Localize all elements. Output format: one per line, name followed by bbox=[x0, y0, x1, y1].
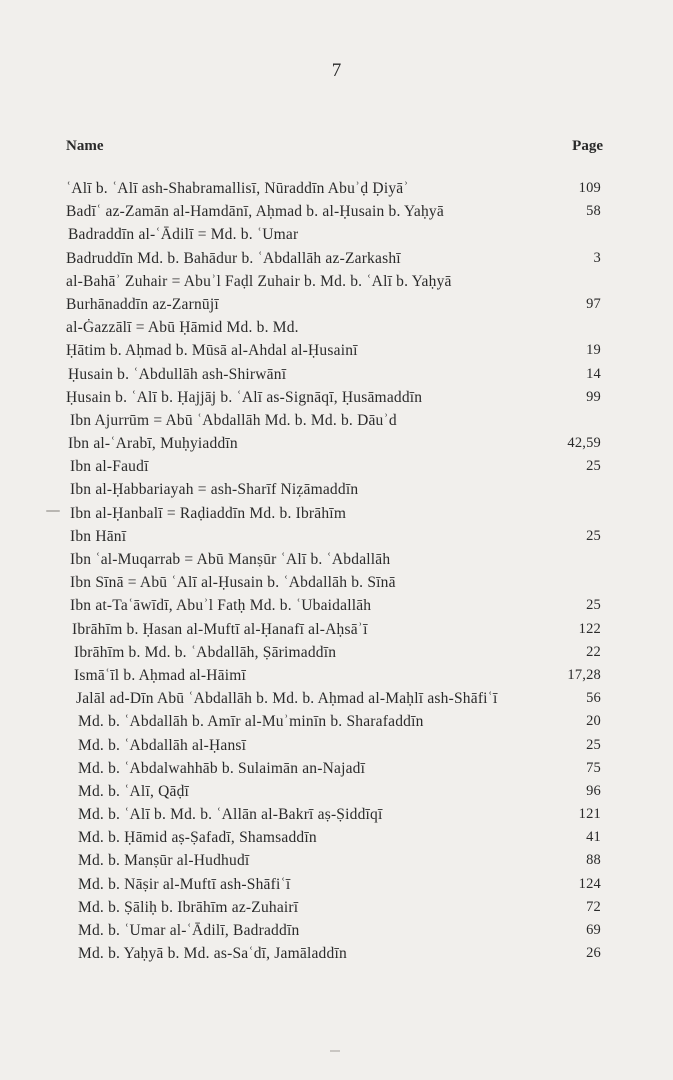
entry-page: 42,59 bbox=[567, 435, 601, 452]
index-entry bbox=[0, 319, 673, 342]
index-entry bbox=[0, 852, 673, 875]
index-entry bbox=[0, 296, 673, 319]
entry-name: Md. b. ʿAlī, Qāḍī bbox=[78, 782, 190, 800]
entry-page: 72 bbox=[586, 898, 601, 915]
entry-name: Burhānaddīn az-Zarnūjī bbox=[66, 295, 219, 313]
index-entry bbox=[0, 435, 673, 458]
entry-name: Ibn al-Faudī bbox=[70, 458, 149, 476]
entry-page: 121 bbox=[578, 806, 601, 823]
entry-name: Md. b. ʿUmar al-ʿĀdilī, Badraddīn bbox=[78, 922, 300, 939]
entry-name: Md. b. ʿAbdalwahhāb b. Sulaimān an-Najadī bbox=[78, 759, 366, 777]
entry-page: 25 bbox=[586, 736, 601, 753]
entry-page: 88 bbox=[586, 852, 601, 869]
entry-name: ʿAlī b. ʿAlī ash-Shabramallisī, Nūraddīn Abuʾḍ Ḍiyāʾ bbox=[66, 180, 409, 197]
page-number: 7 bbox=[331, 60, 342, 81]
index-entry bbox=[0, 737, 673, 760]
entry-name: Badīʿ az-Zamān al-Hamdānī, Aḥmad b. al-Ḥusain b. Yaḥyā bbox=[66, 203, 444, 221]
entry-name: Ibn at-Taʿāwīdī, Abuʾl Fatḥ Md. b. ʿUbaidallāh bbox=[70, 597, 372, 615]
entry-page: 99 bbox=[586, 388, 601, 405]
index-entry bbox=[0, 551, 673, 574]
index-entry bbox=[0, 528, 673, 551]
entry-page: 75 bbox=[586, 759, 601, 776]
entry-page: 14 bbox=[586, 365, 601, 382]
entry-page: 96 bbox=[586, 782, 601, 799]
entry-name: Ḥusain b. ʿAbdullāh ash-Shirwānī bbox=[68, 365, 287, 383]
entry-name: Md. b. Ṣāliḥ b. Ibrāhīm az-Zuhairī bbox=[78, 898, 299, 916]
index-entry bbox=[0, 667, 673, 690]
entry-name: Badraddīn al-ʿĀdilī = Md. b. ʿUmar bbox=[68, 226, 299, 244]
index-entry bbox=[0, 574, 673, 597]
entry-name: Md. b. ʿAbdallāh al-Ḥansī bbox=[78, 736, 247, 754]
entry-name: Badruddīn Md. b. Bahādur b. ʿAbdallāh az-Zarkashī bbox=[66, 249, 401, 267]
entry-page: 69 bbox=[586, 922, 601, 938]
index-entry bbox=[0, 644, 673, 667]
entry-name: Ibn Ajurrūm = Abū ʿAbdallāh Md. b. Md. b. Dāuʾd bbox=[70, 411, 397, 429]
entry-page: 22 bbox=[586, 643, 601, 660]
index-entry bbox=[0, 829, 673, 852]
index-entry bbox=[0, 203, 673, 226]
index-entry bbox=[0, 366, 673, 389]
entry-name: Md. b. Nāṣir al-Muftī ash-Shāfiʿī bbox=[78, 875, 291, 893]
index-entry bbox=[0, 621, 673, 644]
index-entry bbox=[0, 690, 673, 713]
entry-name: Ibn ʿal-Muqarrab = Abū Manṣūr ʿAlī b. ʿAbdallāh bbox=[70, 551, 391, 568]
entry-name: Md. b. ʿAbdallāh b. Amīr al-Muʾminīn b. Sharafaddīn bbox=[78, 713, 424, 731]
index-entry bbox=[0, 597, 673, 620]
entry-page: 97 bbox=[586, 295, 601, 312]
index-entry bbox=[0, 922, 673, 945]
entry-page: 26 bbox=[586, 945, 601, 962]
index-entry bbox=[0, 273, 673, 296]
page-column-header: Page bbox=[572, 138, 603, 154]
index-entry bbox=[0, 783, 673, 806]
entry-page: 25 bbox=[586, 597, 601, 614]
entry-page: 56 bbox=[586, 690, 601, 707]
index-entry bbox=[0, 760, 673, 783]
index-entries bbox=[0, 180, 673, 968]
entry-name: Md. b. Manṣūr al-Hudhudī bbox=[78, 852, 250, 870]
index-entry bbox=[0, 389, 673, 412]
entry-page: 109 bbox=[578, 180, 601, 196]
index-entry bbox=[0, 412, 673, 435]
index-entry bbox=[0, 250, 673, 273]
entry-name: Ibn al-Ḥabbariayah = ash-Sharīf Niẓāmaddīn bbox=[70, 481, 359, 499]
entry-name: Jalāl ad-Dīn Abū ʿAbdallāh b. Md. b. Aḥmad al-Maḥlī ash-Shāfiʿī bbox=[76, 690, 498, 708]
index-entry bbox=[0, 876, 673, 899]
index-entry bbox=[0, 945, 673, 968]
entry-page: 124 bbox=[578, 875, 601, 892]
index-entry bbox=[0, 713, 673, 736]
entry-name: Ibrāhīm b. Ḥasan al-Muftī al-Ḥanafī al-Aḥsāʾī bbox=[72, 620, 368, 638]
entry-page: 122 bbox=[578, 620, 601, 637]
index-entry bbox=[0, 505, 673, 528]
entry-name: Ibn Hānī bbox=[70, 527, 127, 545]
index-entry bbox=[0, 458, 673, 481]
entry-page: 19 bbox=[586, 342, 601, 359]
entry-name: Ibn al-ʿArabī, Muḥyiaddīn bbox=[68, 435, 238, 453]
index-entry bbox=[0, 481, 673, 504]
index-entry bbox=[0, 899, 673, 922]
entry-name: Md. b. Ḥāmid aṣ-Ṣafadī, Shamsaddīn bbox=[78, 829, 317, 847]
entry-name: Ḥātim b. Aḥmad b. Mūsā al-Ahdal al-Ḥusainī bbox=[66, 342, 358, 360]
entry-name: Ismāʿīl b. Aḥmad al-Hāimī bbox=[74, 666, 247, 684]
entry-page: 25 bbox=[586, 458, 601, 475]
entry-name: Ibn Sīnā = Abū ʿAlī al-Ḥusain b. ʿAbdallāh b. Sīnā bbox=[70, 574, 396, 592]
entry-name: Md. b. Yaḥyā b. Md. as-Saʿdī, Jamāladdīn bbox=[78, 945, 347, 963]
entry-name: Ḥusain b. ʿAlī b. Ḥajjāj b. ʿAlī as-Signāqī, Ḥusāmaddīn bbox=[66, 388, 423, 406]
entry-page: 17,28 bbox=[567, 666, 601, 683]
index-entry bbox=[0, 180, 673, 203]
index-entry bbox=[0, 342, 673, 365]
entry-page: 25 bbox=[586, 527, 601, 544]
entry-name: Ibrāhīm b. Md. b. ʿAbdallāh, Ṣārimaddīn bbox=[74, 643, 337, 661]
entry-page: 41 bbox=[586, 829, 601, 846]
index-entry bbox=[0, 806, 673, 829]
index-entry bbox=[0, 226, 673, 249]
entry-name: al-Bahāʾ Zuhair = Abuʾl Faḍl Zuhair b. Md. b. ʿAlī b. Yaḥyā bbox=[66, 272, 452, 290]
entry-name: al-Ġazzālī = Abū Ḥāmid Md. b. Md. bbox=[66, 319, 299, 337]
footer-mark bbox=[330, 1050, 340, 1052]
name-column-header: Name bbox=[66, 138, 104, 154]
entry-page: 20 bbox=[586, 713, 601, 730]
entry-name: Md. b. ʿAlī b. Md. b. ʿAllān al-Bakrī aṣ-Ṣiddīqī bbox=[78, 806, 383, 824]
entry-page: 3 bbox=[593, 249, 601, 266]
entry-name: Ibn al-Ḥanbalī = Raḍiaddīn Md. b. Ibrāhīm bbox=[70, 504, 347, 522]
entry-page: 58 bbox=[586, 203, 601, 220]
